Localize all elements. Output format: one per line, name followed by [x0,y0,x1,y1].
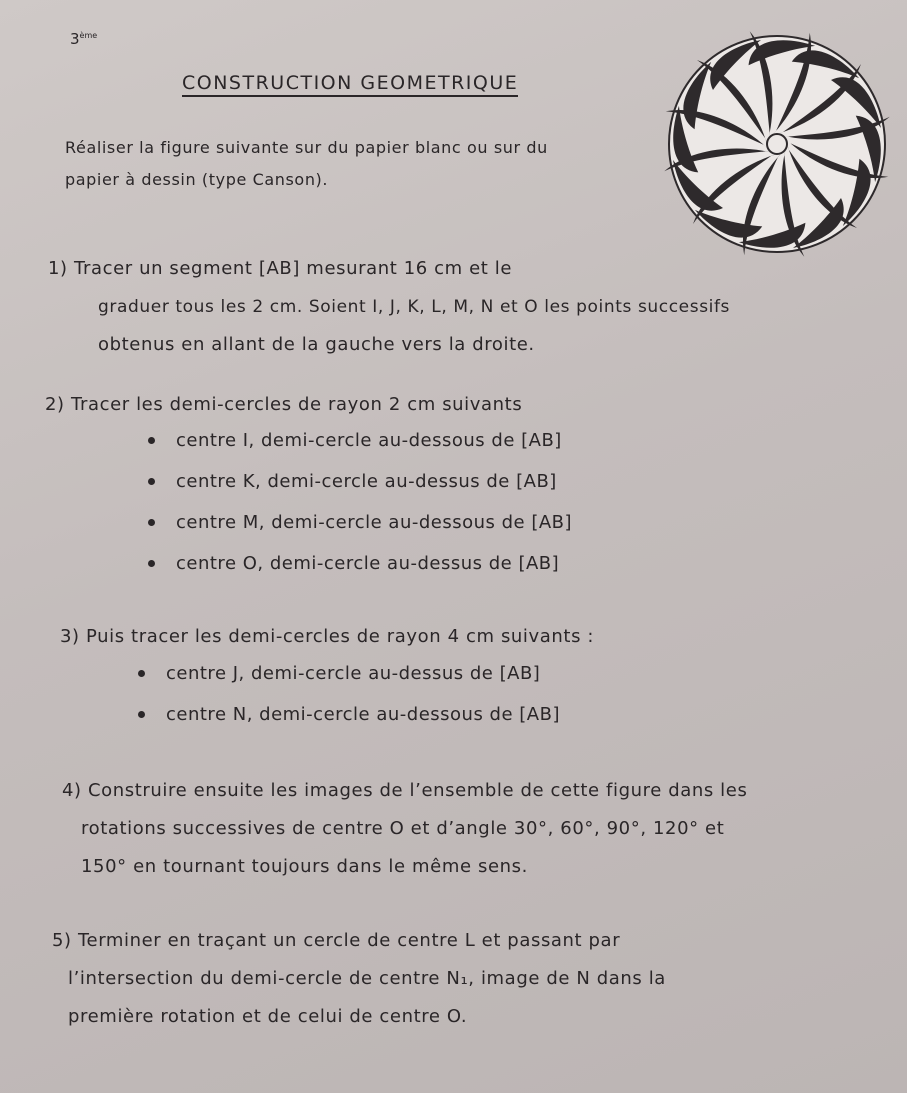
step-3-bullets [138,653,560,735]
intro-line-1: Réaliser la figure suivante sur du papier blanc ou sur du [65,138,548,157]
step-1 [48,250,730,364]
step-4 [62,772,747,886]
step-1-line-2: graduer tous les 2 cm. Soient I, J, K, L, M, N et O les points successifs [98,297,731,317]
grade-level [70,30,97,48]
step-4-line-2: rotations successives de centre O et d’angle 30°, 60°, 90°, 120° et [81,818,725,839]
step-5 [52,922,666,1036]
list-item: centre N, demi-cercle au-dessous de [AB] [138,694,560,735]
step-1-line-1: 1) Tracer un segment [AB] mesurant 16 cm et le [48,258,513,279]
list-item: centre J, demi-cercle au-dessus de [AB] [138,653,560,694]
page-title: CONSTRUCTION GEOMETRIQUE [182,72,518,97]
grade-level-number: 3 [70,30,80,48]
list-item: centre K, demi-cercle au-dessus de [AB] [148,461,572,502]
intro-paragraph [65,132,625,196]
rosette-center [767,134,787,154]
list-item: centre O, demi-cercle au-dessus de [AB] [148,543,572,584]
step-5-line-3: première rotation et de celui de centre O. [68,1006,468,1027]
list-item: centre I, demi-cercle au-dessous de [AB] [148,420,572,461]
step-3-heading: 3) Puis tracer les demi-cercles de rayon 4 cm suivants : [60,626,595,647]
list-item: centre M, demi-cercle au-dessous de [AB] [148,502,572,543]
intro-line-2: papier à dessin (type Canson). [65,170,329,189]
step-5-line-2: l’intersection du demi-cercle de centre N₁, image de N dans la [68,968,666,989]
step-4-line-3: 150° en tournant toujours dans le même sens. [81,856,528,877]
step-4-line-1: 4) Construire ensuite les images de l’ensemble de cette figure dans les [62,780,748,801]
step-2-bullets [148,420,572,584]
grade-level-suffix: ème [79,31,98,40]
step-5-line-1: 5) Terminer en traçant un cercle de centre L et passant par [52,930,621,951]
step-1-line-3: obtenus en allant de la gauche vers la droite. [98,334,535,355]
step-2-heading: 2) Tracer les demi-cercles de rayon 2 cm suivants [45,394,523,415]
rosette-figure-icon [661,28,893,260]
